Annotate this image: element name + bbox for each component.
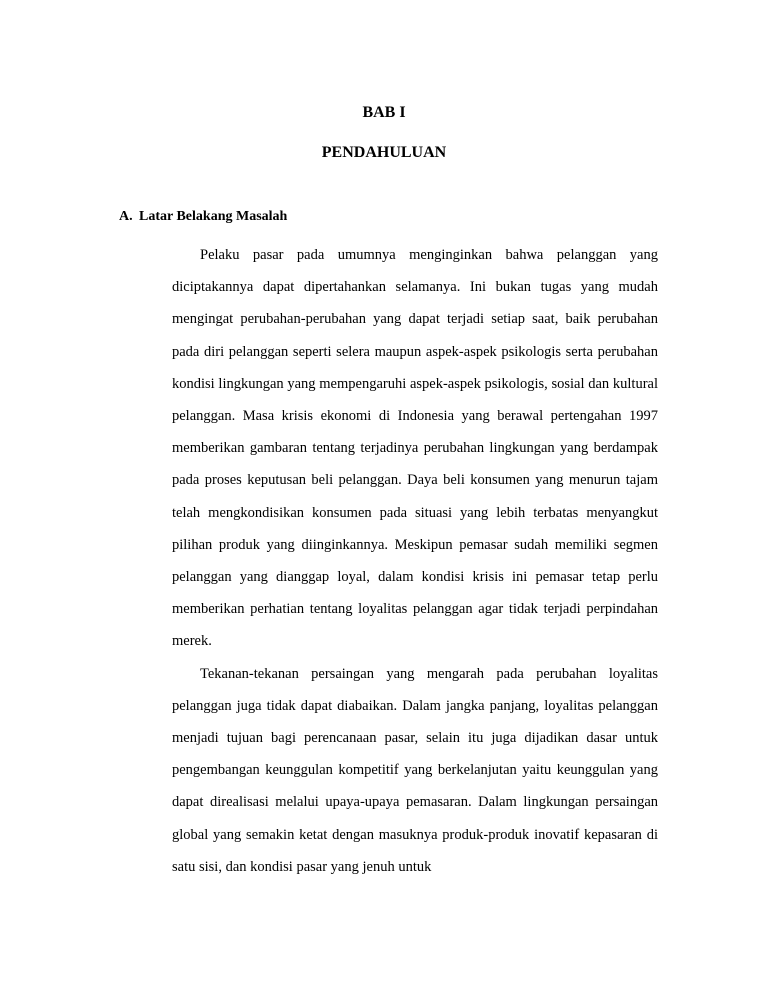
- paragraph-2: Tekanan-tekanan persaingan yang mengarah pada perubahan loyalitas pelanggan juga tidak dapat diabaikan. Dalam jangka panjang, loyalitas pelanggan menjadi tujuan bagi perencanaan pasar, selain itu juga dijadikan dasar untuk pengembangan keunggulan kompetitif yang berkelanjutan yaitu keunggulan yang dapat direalisasi melalui upaya-upaya pemasaran. Dalam lingkungan persaingan global yang semakin ketat dengan masuknya produk-produk inovatif kepasaran di satu sisi, dan kondisi pasar yang jenuh untuk: [172, 665, 658, 875]
- body-text: [172, 239, 658, 883]
- paragraph-1: Pelaku pasar pada umumnya menginginkan bahwa pelanggan yang diciptakannya dapat dipertahankan selamanya. Ini bukan tugas yang mudah mengingat perubahan-perubahan yang dapat terjadi setiap saat, baik perubahan pada diri pelanggan seperti selera maupun aspek-aspek psikologis serta perubahan kondisi lingkungan yang mempengaruhi aspek-aspek psikologis, sosial dan kultural pelanggan. Masa krisis ekonomi di Indonesia yang berawal pertengahan 1997 memberikan gambaran tentang terjadinya perubahan lingkungan yang berdampak pada proses keputusan beli pelanggan. Daya beli konsumen yang menurun tajam telah mengkondisikan konsumen pada situasi yang lebih terbatas menyangkut pilihan produk yang diinginkannya. Meskipun pemasar sudah memiliki segmen pelanggan yang dianggap loyal, dalam kondisi krisis ini pemasar tetap perlu memberikan perhatian tentang loyalitas pelanggan agar tidak terjadi perpindahan merek.: [172, 247, 658, 650]
- chapter-title: PENDAHULUAN: [321, 144, 447, 161]
- section-title: Latar Belakang Masalah: [139, 209, 288, 224]
- section-letter: A.: [119, 209, 133, 224]
- section-heading: [119, 207, 287, 227]
- chapter-number: BAB I: [362, 104, 406, 121]
